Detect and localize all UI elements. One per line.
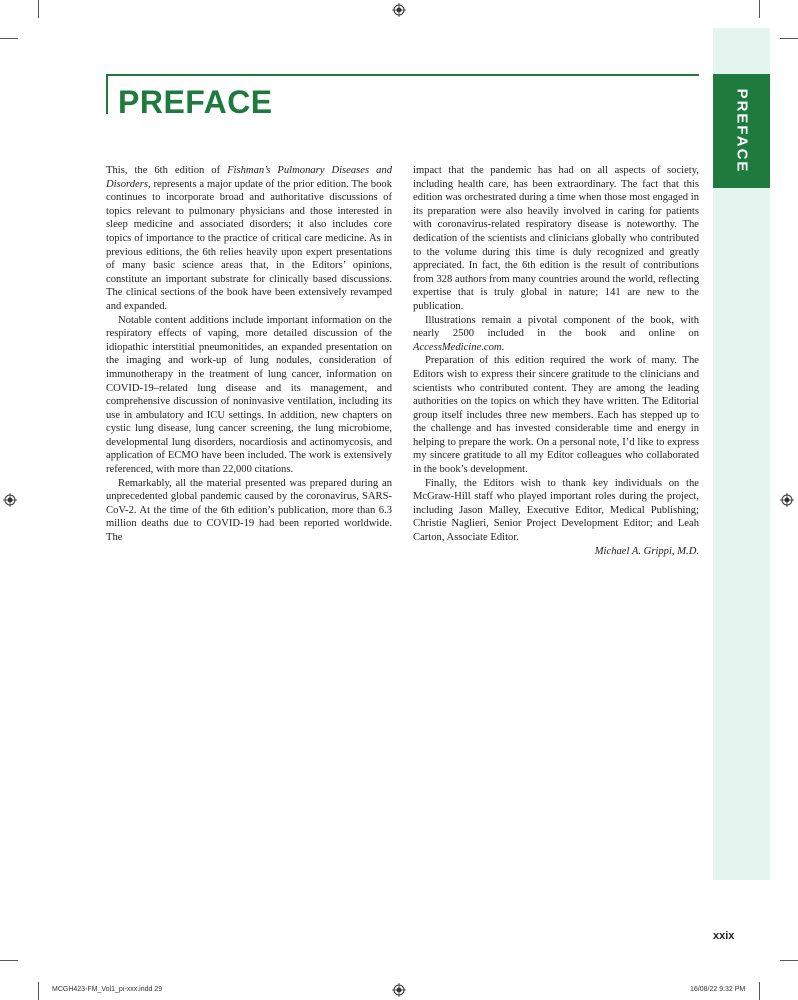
paragraph: Remarkably, all the material presented was prepared during an unprecedented global pandemic caused by the coronavirus, SARS-CoV-2. At the time of the 6th edition’s publication, more than 6.3 million deaths due to COVID-19 had been reported worldwide. The [106,477,392,544]
page-number: xxix [713,930,735,942]
crop-mark [780,38,798,39]
title-rule-vertical [106,74,108,114]
registration-mark-icon [392,3,406,17]
author-signature: Michael A. Grippi, M.D. [594,545,699,557]
book-title: Fishman’s Pulmonary Diseases and Disorders [106,165,392,190]
registration-mark-icon [392,983,406,997]
crop-mark [38,0,39,18]
paragraph-text: Illustrations remain a pivotal component of the book, with nearly 2500 included in the book and online on [413,314,699,340]
paragraph: Finally, the Editors wish to thank key individuals on the McGraw-Hill staff who played important roles during the project, including Jason Malley, Executive Editor, Medical Publishing; Christie Naglieri, Senior Project Development Editor; and Leah Carton, Associate Editor. [413,477,699,544]
paragraph-text: This, the 6th edition of [106,165,228,176]
text-column-left [106,164,392,545]
text-column-right [413,164,699,558]
paragraph: Notable content additions include important information on the respiratory effects of vaping, more detailed discussion of the idiopathic interstitial pneumonitides, an expanded presentation on the imaging and work-up of lung nodules, consideration of immunotherapy in the treatment of lung cancer, information on COVID-19–related lung disease and its management, and comprehensive discussion of noninvasive ventilation, including its use in ambulatory and ICU settings. In addition, new chapters on cystic lung disease, lung cancer screening, the lung microbiome, developmental lung disorders, nocardiosis and actinomycosis, and application of ECMO have been included. The work is extensively referenced, with more than 22,000 citations. [106,314,392,476]
website-name: AccessMedicine.com [413,341,502,353]
paragraph: Preparation of this edition required the work of many. The Editors wish to express their sincere gratitude to the clinicians and scientists who contributed content. They are among the leading authorities on the topics on which they have written. The Editorial group itself includes three new members. Each has stepped up to the challenge and has invested considerable time and energy in helping to prepare the work. On a personal note, I’d like to express my sincere gratitude to all my Editor colleagues who collaborated in the book’s development. [413,355,699,476]
crop-mark [38,982,39,1000]
crop-mark [780,960,798,961]
datetime-slug: 16/08/22 9:32 PM [690,986,746,993]
paragraph [106,164,392,314]
page-title: PREFACE [118,84,273,120]
paragraph: impact that the pandemic has had on all aspects of society, including health care, has been extraordinary. The fact that this edition was orchestrated during a time when those most engaged in its preparation were also heavily involved in caring for patients with coronavirus-related respiratory disease is noteworthy. The dedication of the scientists and clinicians globally who contributed to the volume during this time is duly recognized and greatly appreciated. In fact, the 6th edition is the result of contributions from 328 authors from many countries around the world, reflecting expertise that is truly global in nature; 141 are new to the publication. [413,165,699,312]
file-slug: MCGH423-FM_Vol1_pi-xxx.indd 29 [52,986,163,993]
crop-mark [0,38,18,39]
title-rule-horizontal [106,74,699,76]
crop-mark [759,982,760,1000]
registration-mark-icon [780,493,794,507]
section-tab-label: PREFACE [733,88,751,174]
crop-mark [0,960,18,961]
registration-mark-icon [3,493,17,507]
paragraph-text: , represents a major update of the prior edition. The book continues to incorporate broad and authoritative discussions of topics relevant to pulmonary physicians and those interested in sleep medicine and associated disorders; it also includes core topics of importance to the practice of critical care medicine. As in previous editions, the 6th relies heavily upon expert presentations of many basic science areas that, in the Editors’ opinions, constitute an important substrate for clinically based discussions. The clinical sections of the book have been extensively revamped and expanded. [106,178,392,312]
crop-mark [759,0,760,18]
paragraph-text: . [501,341,505,353]
paragraph [413,314,699,355]
